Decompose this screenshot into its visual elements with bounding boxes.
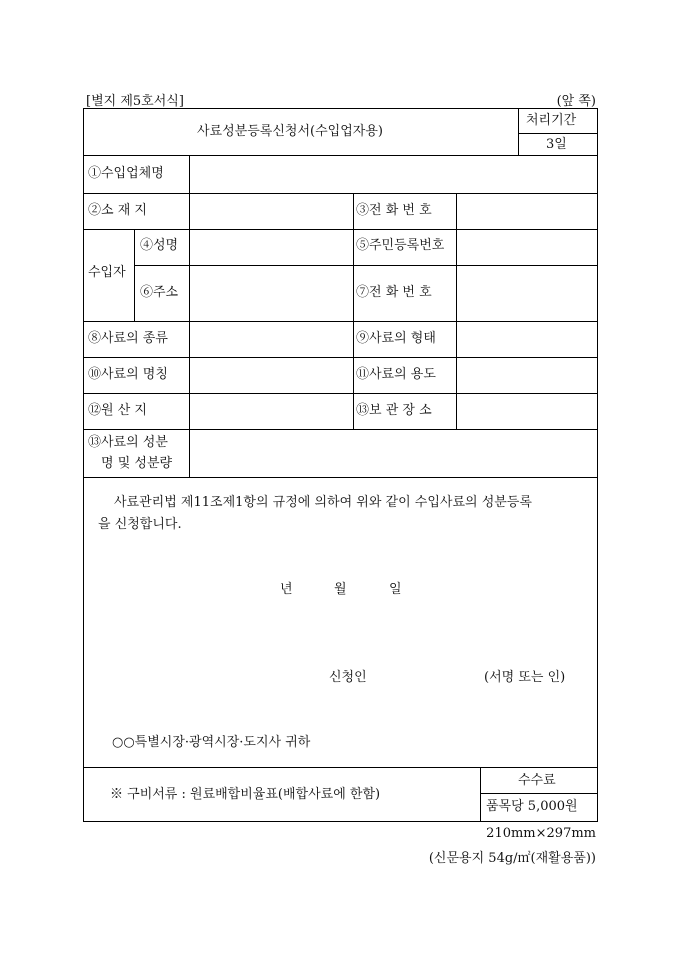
address-label: ⑥주소 [140,285,179,300]
required-documents: ※ 구비서류 : 원료배합비율표(배합사료에 한함) [110,787,381,802]
resident-number-label: ⑤주민등록번호 [356,238,445,253]
recipient: ○○특별시장·광역시장·도지사 귀하 [112,735,311,750]
feed-type-label: ⑧사료의 종류 [88,331,168,346]
date-month: 월 [334,582,347,597]
date-year: 년 [280,582,293,597]
applicant-label: 신청인 [329,670,367,685]
location-label: ②소 재 지 [88,203,147,218]
feed-name-label: ⑩사료의 명칭 [88,367,168,382]
feed-name-field[interactable] [190,358,353,393]
importer-company-label: ①수입업체명 [88,166,164,181]
phone1-label: ③전 화 번 호 [356,203,432,218]
fee-value: 품목당 5,000원 [486,799,578,814]
statement-line1: 사료관리법 제11조제1항의 규정에 의하여 위와 같이 수입사료의 성분등록 [114,495,532,510]
feed-use-label: ⑪사료의 용도 [356,367,436,382]
address-field[interactable] [190,266,353,321]
importer-group-label: 수입자 [88,265,126,280]
form-header [86,90,598,109]
storage-field[interactable] [457,394,597,429]
phone2-field[interactable] [457,266,597,321]
paper-size: 210mm×297mm [486,826,596,841]
origin-field[interactable] [190,394,353,429]
origin-label: ⑫원 산 지 [88,403,147,418]
statement-line2: 을 신청합니다. [98,517,182,532]
page-side: (앞 쪽) [556,94,596,109]
feed-use-field[interactable] [457,358,597,393]
location-field[interactable] [190,194,353,229]
ingredient-field[interactable] [190,430,597,477]
feed-type-field[interactable] [190,322,353,357]
ingredient-label-line1: ⑬사료의 성분 [88,435,168,450]
feed-form-field[interactable] [457,322,597,357]
form-number: [별지 제5호서식] [86,94,184,109]
ingredient-label-line2: 명 및 성분량 [101,456,173,471]
phone2-label: ⑦전 화 번 호 [356,285,432,300]
feed-form-label: ⑨사료의 형태 [356,331,436,346]
processing-period-label: 처리기간 [526,113,577,128]
importer-company-field[interactable] [190,156,597,193]
signature-label: (서명 또는 인) [484,670,566,685]
fee-label: 수수료 [518,773,556,788]
date-day: 일 [389,582,402,597]
application-form [83,108,598,822]
paper-type: (신문용지 54g/㎡(재활용품)) [428,851,596,866]
name-label: ④성명 [140,238,179,253]
phone1-field[interactable] [457,194,597,229]
resident-number-field[interactable] [457,230,597,265]
processing-period-value: 3일 [546,137,567,152]
form-title: 사료성분등록신청서(수입업자용) [197,124,383,139]
name-field[interactable] [190,230,353,265]
storage-label: ⑬보 관 장 소 [356,403,432,418]
